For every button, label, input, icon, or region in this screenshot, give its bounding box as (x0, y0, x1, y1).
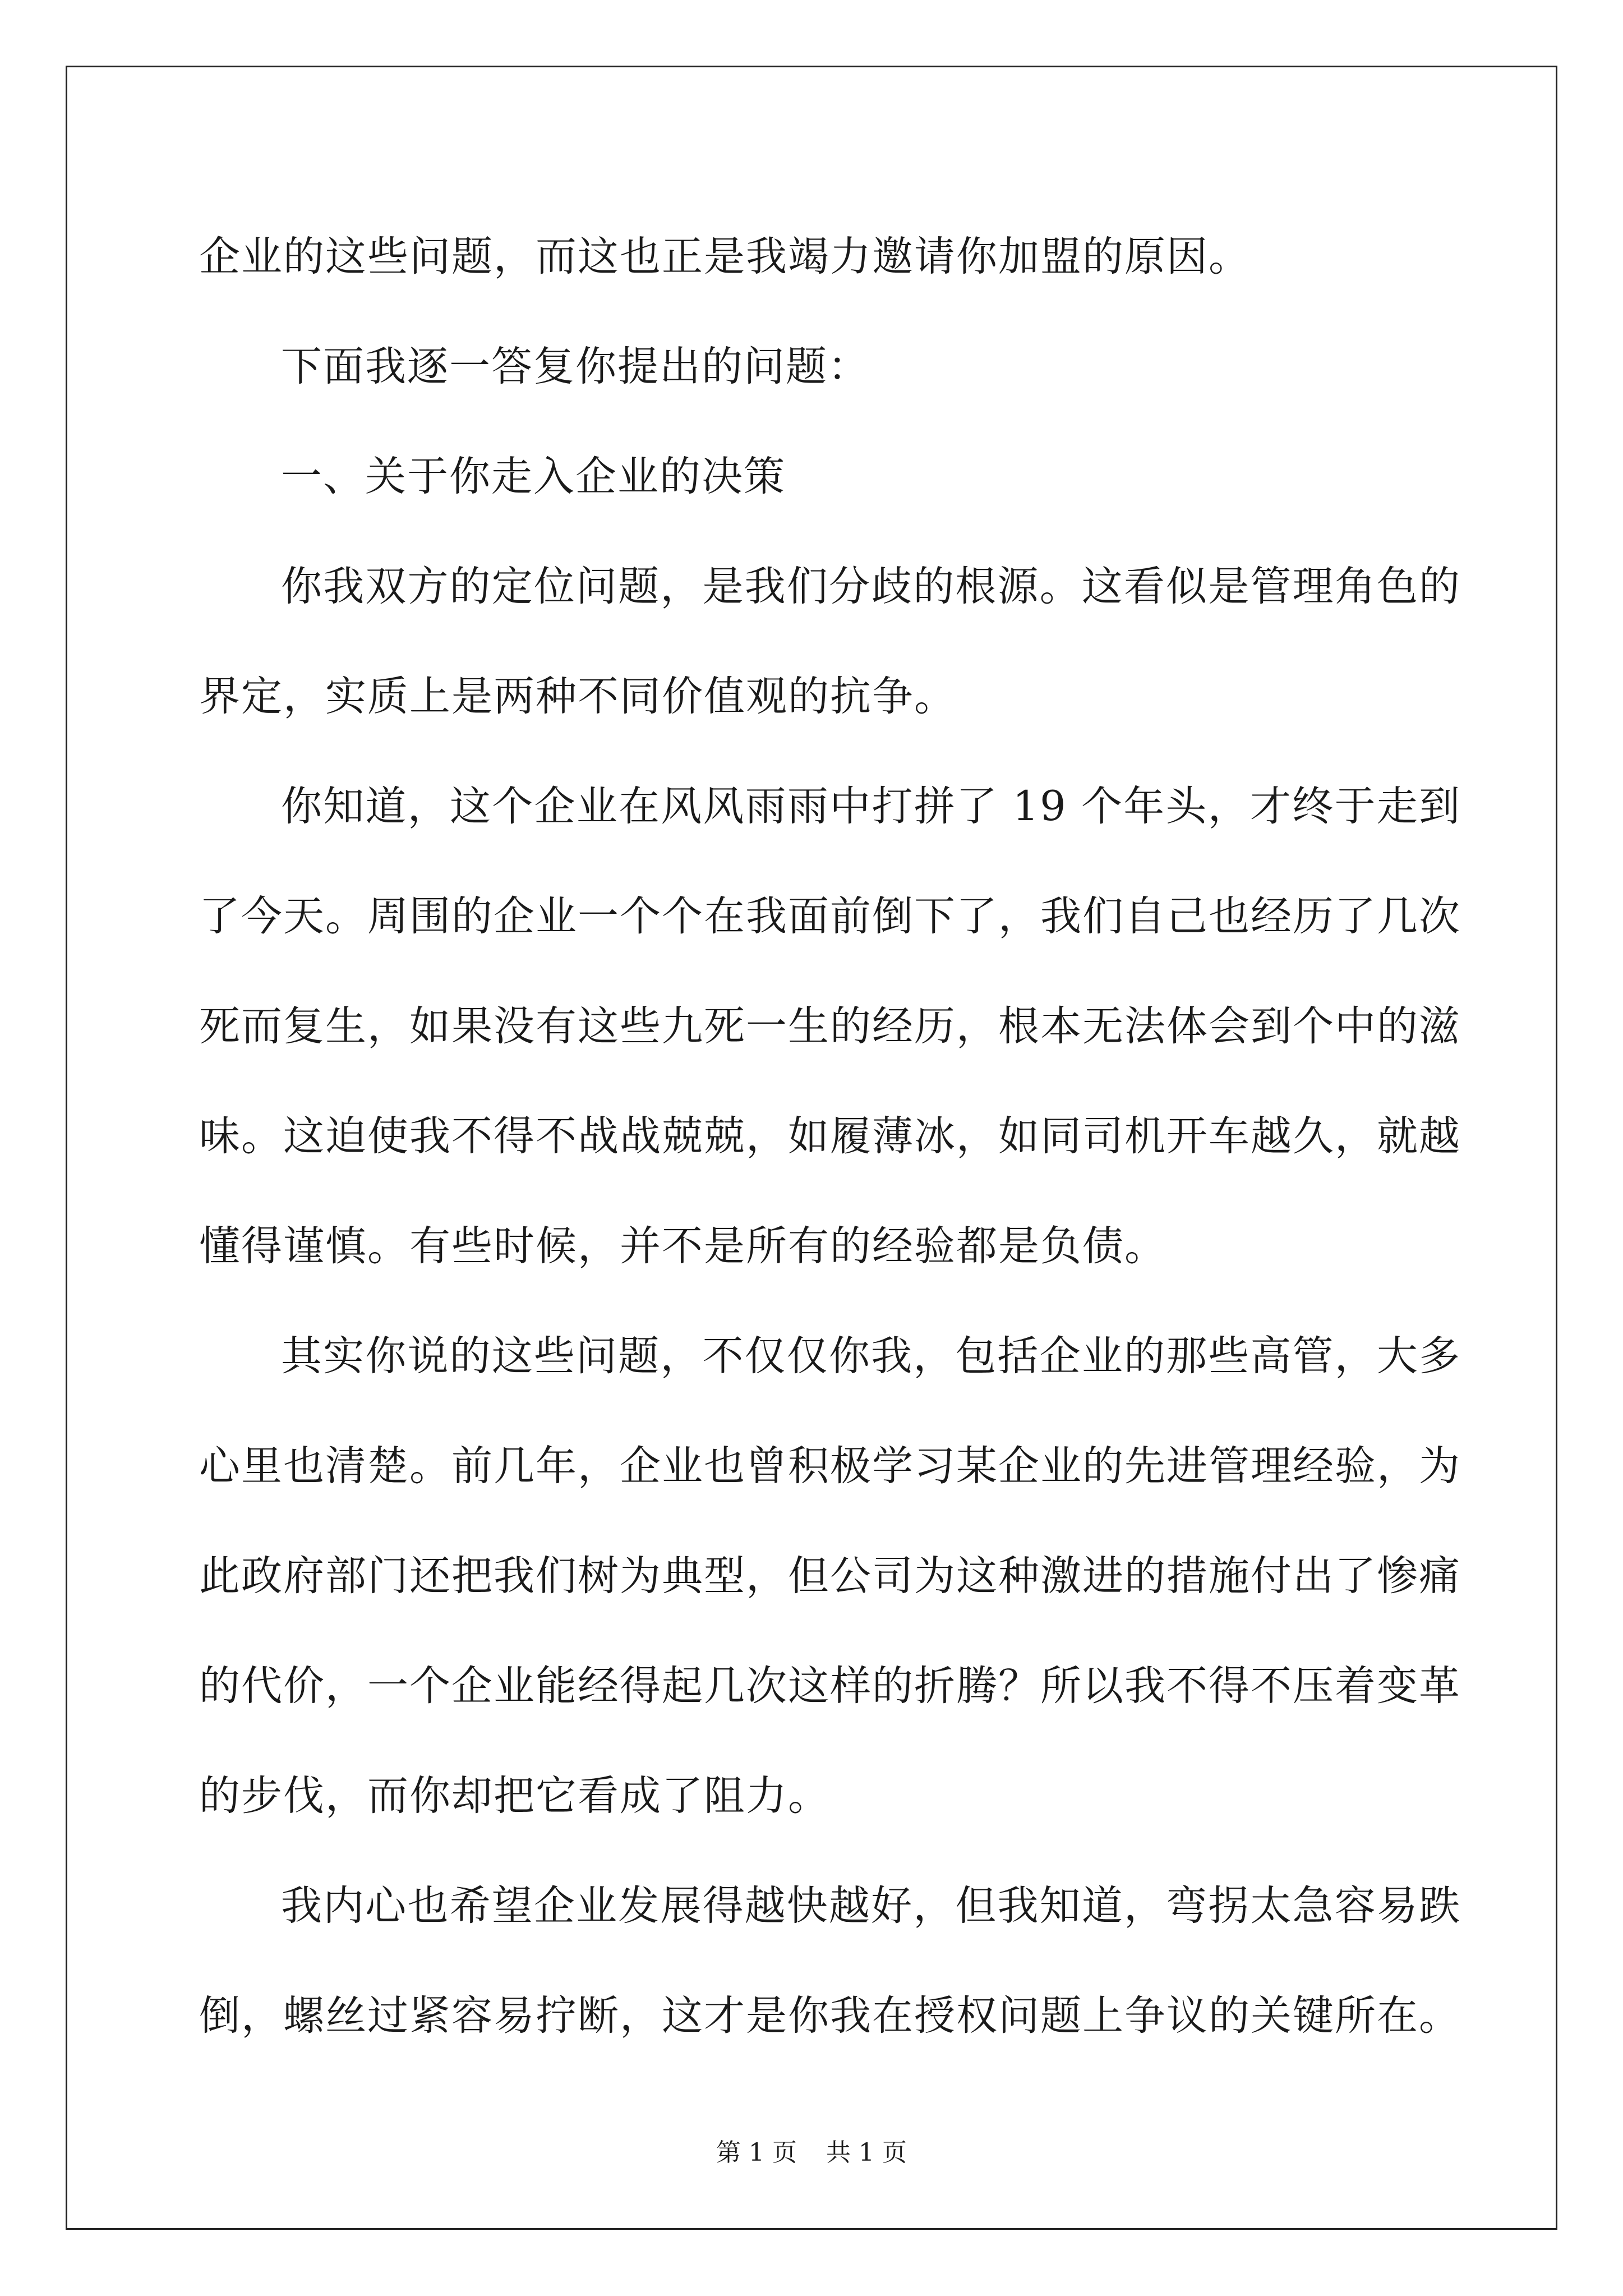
section-heading: 一、关于你走入企业的决策 (281, 453, 786, 500)
page-footer (0, 2136, 1623, 2170)
paragraph-4: 你我双方的定位问题，是我们分歧的根源。这看似是管理角色的界定，实质上是两种不同价值观的抗争。 (199, 563, 1461, 720)
paragraph-6: 其实你说的这些问题，不仅仅你我，包括企业的那些高管，大多心里也清楚。前几年，企业也曾积极学习某企业的先进管理经验，为此政府部门还把我们树为典型，但公司为这种激进的措施付出了惨痛的代价，一个企业能经得起几次这样的折腾？所以我不得不压着变革的步伐，而你却把它看成了阻力。 (199, 1332, 1461, 1820)
page-total: 共 1 页 (826, 2138, 907, 2167)
document-body (199, 202, 1461, 2071)
paragraph-5: 你知道，这个企业在风风雨雨中打拼了 19 个年头，才终于走到了今天。周围的企业一个个在我面前倒下了，我们自己也经历了几次死而复生，如果没有这些九死一生的经历，根本无法体会到个中的滋味。这迫使我不得不战战兢兢，如履薄冰，如同司机开车越久，就越懂得谨慎。有些时候，并不是所有的经验都是负债。 (199, 783, 1461, 1270)
paragraph-7: 我内心也希望企业发展得越快越好，但我知道，弯拐太急容易跌倒，螺丝过紧容易拧断，这才是你我在授权问题上争议的关键所在。 (199, 1882, 1461, 2040)
paragraph-1: 企业的这些问题，而这也正是我竭力邀请你加盟的原因。 (199, 233, 1251, 280)
paragraph-2: 下面我逐一答复你提出的问题： (281, 343, 870, 390)
page-number: 第 1 页 (716, 2138, 797, 2167)
